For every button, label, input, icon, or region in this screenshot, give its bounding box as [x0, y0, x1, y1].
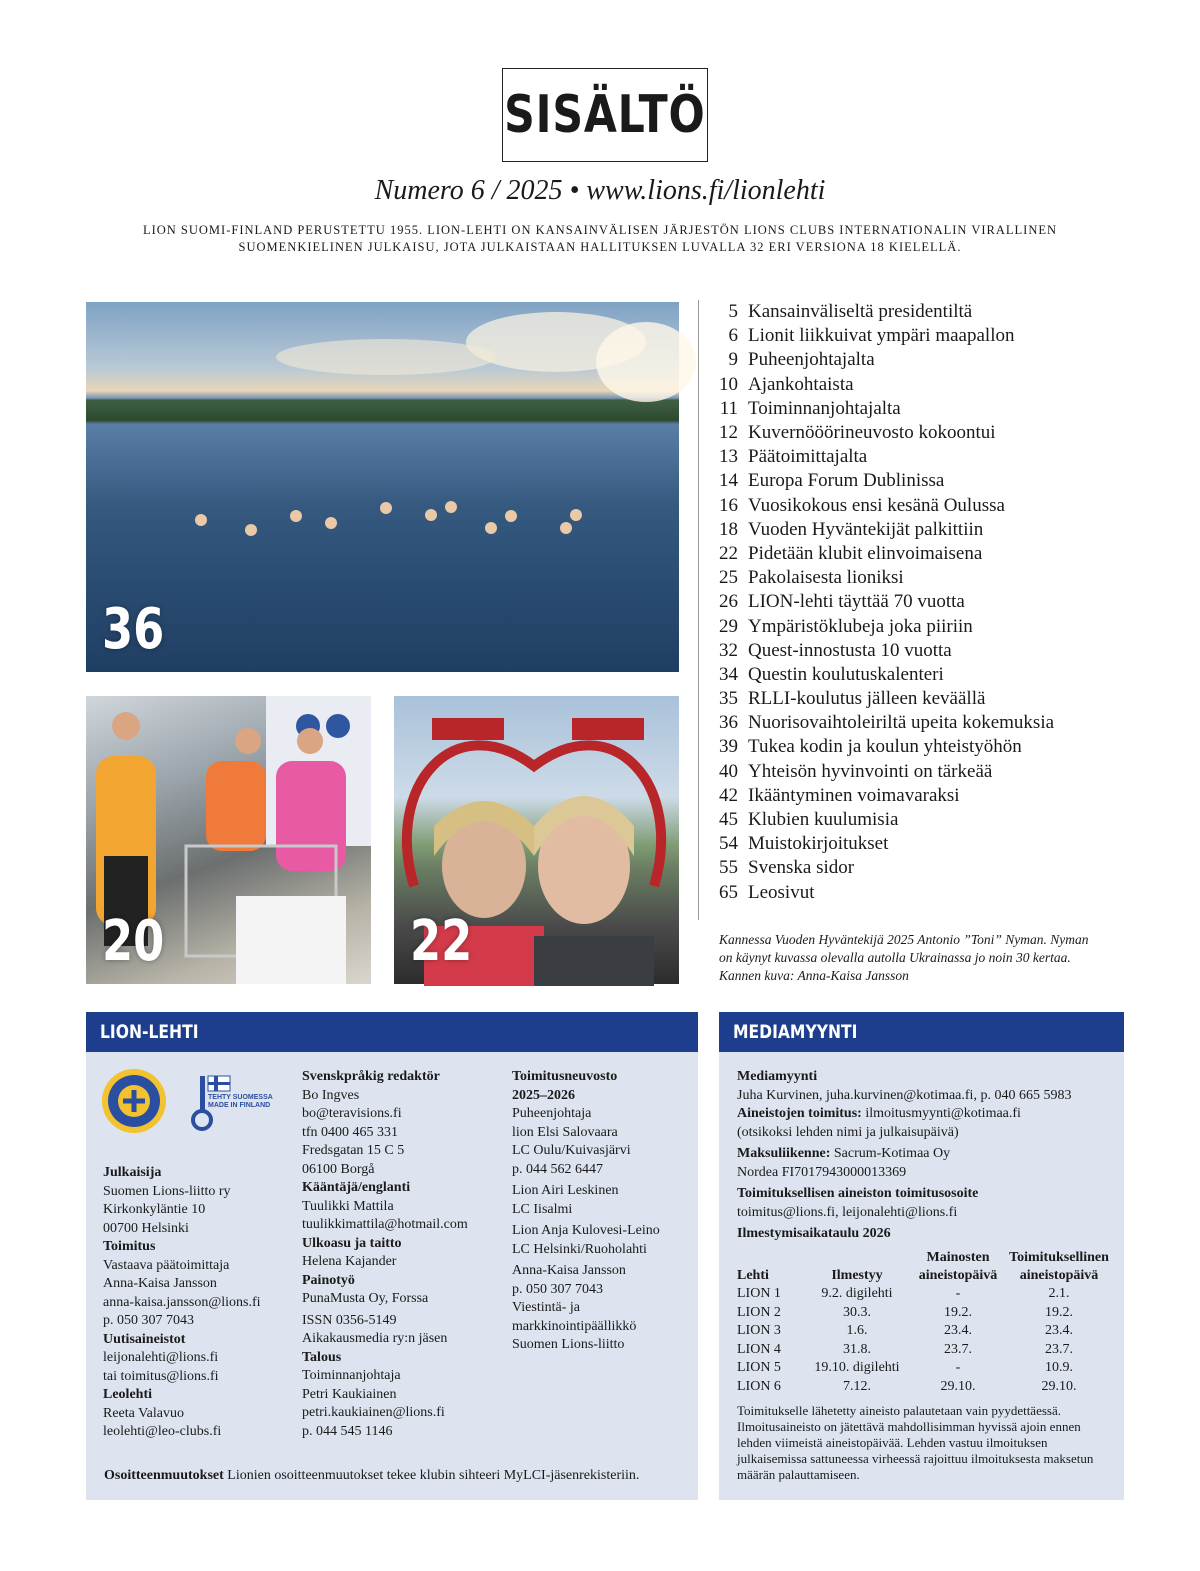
section-heading: Ulkoasu ja taitto	[302, 1235, 402, 1251]
toc-title: LION-lehti täyttää 70 vuotta	[748, 591, 965, 613]
toc-page: 34	[719, 663, 738, 685]
address-change-note	[104, 1468, 694, 1484]
toc-title: RLLI-koulutus jälleen keväällä	[748, 688, 986, 710]
toc-title: Ikääntyminen voimavaraksi	[748, 784, 960, 806]
toc-item[interactable]	[710, 711, 1150, 735]
section-heading: Mediamyynti	[737, 1069, 818, 1084]
table-row	[737, 1285, 1113, 1304]
text-line: Suomen Lions-liitto	[512, 1337, 625, 1352]
text-line: p. 050 307 7043	[512, 1281, 603, 1297]
email-link[interactable]: anna-kaisa.jansson@lions.fi	[103, 1294, 261, 1310]
intro-text: LION SUOMI-FINLAND PERUSTETTU 1955. LION-LEHTI ON KANSAINVÄLISEN JÄRJESTÖN LIONS CLUBS INTERNATIONALIN VIRALLINEN SUOMENKIELINEN JULKAISU, JOTA JULKAISTAAN HALLITUKSEN LUVALLA 32 ERI VERSIONA 18 KIELELLÄ.	[142, 223, 1058, 254]
table-cell: 23.7.	[944, 1341, 972, 1357]
toc-item[interactable]	[710, 445, 1150, 469]
toc-page: 42	[719, 784, 738, 806]
toc-page: 12	[719, 422, 738, 444]
column-header: Mainosten aineistopäivä	[918, 1250, 998, 1283]
text-line: Sacrum-Kotimaa Oy	[833, 1146, 951, 1161]
table-cell: LION 3	[737, 1323, 781, 1338]
email-link[interactable]: bo@teravisions.fi	[302, 1106, 402, 1121]
toc-page: 22	[719, 542, 738, 564]
toc-item[interactable]	[710, 856, 1150, 880]
toc-title: Toiminnanjohtajalta	[748, 397, 901, 419]
text-line: lion Elsi Salovaara	[512, 1124, 618, 1140]
section-heading: Svenskpråkig redaktör	[302, 1069, 440, 1084]
toc-page: 32	[719, 639, 738, 661]
text-line: Puheenjohtaja	[512, 1106, 592, 1121]
store-volunteers-photo[interactable]	[86, 696, 371, 984]
toc-item[interactable]	[710, 421, 1150, 445]
table-header-row	[737, 1249, 1113, 1285]
table-cell: LION 6	[737, 1378, 781, 1394]
schedule-note: Toimitukselle lähetetty aineisto palautetaan vain pyydettäessä. Ilmoitusaineisto on jätettävä mahdollisimman hyvissä ajoin ennen lehden viimeistä aineistopäivää. Lehden vastuu ilmoituksen julkaisemissa sattuneessa virheessä rajoittuu ilmoituksesta maksetun määrän palauttamiseen.	[737, 1403, 1094, 1482]
toc-item[interactable]	[710, 518, 1150, 542]
table-cell: 19.2.	[1045, 1304, 1073, 1320]
table-row	[737, 1341, 1113, 1360]
section-heading: Aineistojen toimitus:	[737, 1106, 862, 1121]
text-line: LC Iisalmi	[512, 1201, 573, 1217]
mediamyynti-header	[719, 1012, 1124, 1052]
toc-item[interactable]	[710, 373, 1150, 397]
section-heading: Leolehti	[103, 1387, 152, 1402]
toc-page: 5	[728, 301, 738, 323]
table-cell: 29.10.	[1041, 1378, 1077, 1394]
toc-item[interactable]	[710, 542, 1150, 566]
page-title-box	[502, 68, 708, 162]
text-line: LC Oulu/Kuivasjärvi	[512, 1143, 631, 1158]
toc-title: Lionit liikkuivat ympäri maapallon	[748, 325, 1015, 347]
table-row	[737, 1359, 1113, 1378]
table-cell: LION 1	[737, 1286, 781, 1301]
table-cell: 10.9.	[1045, 1360, 1073, 1375]
text-line: Reeta Valavuo	[103, 1405, 184, 1421]
text-line: Kirkonkyläntie 10	[103, 1202, 206, 1217]
toc-title: Leosivut	[748, 881, 815, 903]
column-header: Toimituksellinen aineistopäivä	[1009, 1250, 1109, 1283]
toc-item[interactable]	[710, 784, 1150, 808]
toc-item[interactable]	[710, 687, 1150, 711]
text-line: LC Helsinki/Ruoholahti	[512, 1241, 647, 1257]
toc-item[interactable]	[710, 760, 1150, 784]
toc-page: 16	[719, 494, 738, 516]
table-cell: 23.4.	[1045, 1323, 1073, 1338]
text-line: Bo Ingves	[302, 1087, 360, 1103]
toc-title: Nuorisovaihtoleiriltä upeita kokemuksia	[748, 712, 1055, 734]
section-heading: Ilmestymisaikataulu 2026	[737, 1226, 891, 1241]
table-cell: 19.2.	[944, 1304, 972, 1320]
lion-lehti-heading: LION-LEHTI	[100, 1021, 199, 1043]
toc-page: 39	[719, 736, 738, 758]
toc-item[interactable]	[710, 590, 1150, 614]
text-line: 00700 Helsinki	[103, 1220, 189, 1236]
toc-page: 35	[719, 688, 738, 710]
column-header: Lehti	[737, 1268, 769, 1283]
toc-page: 11	[719, 397, 738, 419]
section-heading: Julkaisija	[103, 1165, 162, 1180]
toc-title: Puheenjohtajalta	[748, 349, 875, 371]
toc-title: Ympäristöklubeja joka piiriin	[748, 615, 973, 637]
table-cell: LION 5	[737, 1360, 781, 1375]
footer-text: Lionien osoitteenmuutokset tekee klubin sihteeri MyLCI-jäsenrekisteriin.	[227, 1468, 640, 1483]
editorial-board-column	[512, 1068, 692, 1355]
section-heading: 2025–2026	[512, 1087, 575, 1103]
footer-label: Osoitteenmuutokset	[104, 1468, 224, 1483]
mediamyynti-heading: MEDIAMYYNTI	[733, 1021, 858, 1043]
text-line: Toiminnanjohtaja	[302, 1368, 401, 1383]
editors-column	[302, 1068, 507, 1441]
toc-page: 55	[719, 857, 738, 879]
toc-title: Kansainväliseltä presidentiltä	[748, 301, 973, 323]
toc-item[interactable]	[710, 348, 1150, 372]
section-heading: Painotyö	[302, 1272, 355, 1288]
toc-page: 45	[719, 809, 738, 831]
table-cell: 9.2. digilehti	[821, 1286, 893, 1301]
cover-caption: Kannessa Vuoden Hyväntekijä 2025 Antonio ”Toni” Nyman. Nyman on käynyt kuvassa olevalla autolla Ukrainassa jo noin 30 kertaa. Kannen kuva: Anna-Kaisa Jansson	[719, 932, 1089, 983]
text-line: Aikakausmedia ry:n jäsen	[302, 1331, 448, 1346]
made-in-finland-key-icon	[188, 1072, 273, 1132]
email-link[interactable]: petri.kaukiainen@lions.fi	[302, 1405, 445, 1420]
border-selfie-photo[interactable]	[394, 696, 679, 984]
toc-title: Quest-innostusta 10 vuotta	[748, 639, 952, 661]
toc-title: Pakolaisesta lioniksi	[748, 567, 904, 589]
text-line: tai toimitus@lions.fi	[103, 1368, 219, 1384]
toc-page: 18	[719, 518, 738, 540]
toc-page: 54	[719, 833, 738, 855]
publication-schedule-table	[737, 1249, 1113, 1396]
lake-swimmers-photo[interactable]	[86, 302, 679, 672]
text-line: Tuulikki Mattila	[302, 1198, 394, 1214]
toc-title: Yhteisön hyvinvointi on tärkeää	[748, 760, 993, 782]
toc-item[interactable]	[710, 566, 1150, 590]
toc-item[interactable]	[710, 639, 1150, 663]
publisher-column	[103, 1164, 293, 1442]
toc-item[interactable]	[710, 663, 1150, 687]
section-heading: Toimitus	[103, 1239, 156, 1254]
email-link[interactable]: toimitus@lions.fi, leijonalehti@lions.fi	[737, 1204, 958, 1220]
lion-lehti-header	[86, 1012, 698, 1052]
toc-title: Questin koulutuskalenteri	[748, 663, 944, 685]
text-line: Anna-Kaisa Jansson	[103, 1276, 217, 1291]
table-cell: 30.3.	[843, 1304, 871, 1320]
lake-scene	[86, 302, 679, 672]
toc-item[interactable]	[710, 881, 1150, 905]
toc-page: 9	[728, 349, 738, 371]
table-cell: 19.10. digilehti	[814, 1360, 900, 1375]
text-line: PunaMusta Oy, Forssa	[302, 1291, 429, 1306]
table-row	[737, 1322, 1113, 1341]
email-link[interactable]: tuulikkimattila@hotmail.com	[302, 1217, 468, 1232]
toc-title: Tukea kodin ja koulun yhteistyöhön	[748, 736, 1022, 758]
toc-page: 40	[719, 760, 738, 782]
text-line: Anna-Kaisa Jansson	[512, 1263, 626, 1278]
text-line: p. 044 545 1146	[302, 1423, 393, 1439]
toc-item[interactable]	[710, 614, 1150, 638]
text-line: Vastaava päätoimittaja	[103, 1257, 230, 1273]
text-line: 06100 Borgå	[302, 1161, 375, 1177]
text-line: Lion Anja Kulovesi-Leino	[512, 1223, 660, 1238]
text-line: Helena Kajander	[302, 1254, 397, 1269]
text-line: (otsikoksi lehden nimi ja julkaisupäivä)	[737, 1124, 959, 1140]
text-line: ISSN 0356-5149	[302, 1312, 397, 1328]
photo-page-number: 20	[102, 909, 165, 974]
toc-item[interactable]	[710, 494, 1150, 518]
section-heading: Toimituksellisen aineiston toimitusosoite	[737, 1186, 979, 1201]
toc-item[interactable]	[710, 469, 1150, 493]
email-link[interactable]: leijonalehti@lions.fi	[103, 1350, 219, 1365]
toc-item[interactable]	[710, 735, 1150, 759]
column-header: Ilmestyy	[831, 1268, 883, 1283]
section-heading: Uutisaineistot	[103, 1331, 186, 1347]
page-title: SISÄLTÖ	[504, 85, 706, 145]
table-row	[737, 1304, 1113, 1323]
text-line: Viestintä- ja	[512, 1300, 580, 1315]
fi-badge-line-1: TEHTY SUOMESSA	[208, 1094, 273, 1101]
toc-title: Klubien kuulumisia	[748, 809, 899, 831]
toc-title: Muistokirjoitukset	[748, 833, 889, 855]
lions-club-logo-icon	[101, 1068, 167, 1134]
text-line: Petri Kaukiainen	[302, 1386, 397, 1402]
text-line: Nordea FI7017943000013369	[737, 1164, 907, 1180]
toc-title: Vuosikokous ensi kesänä Oulussa	[748, 494, 1005, 516]
toc-page: 6	[728, 325, 738, 347]
table-of-contents	[710, 300, 1150, 905]
section-heading: Toimitusneuvosto	[512, 1069, 618, 1084]
toc-item[interactable]	[710, 397, 1150, 421]
table-cell: -	[955, 1286, 961, 1301]
toc-title: Kuvernööörineuvosto kokoontui	[748, 422, 996, 444]
section-heading: Talous	[302, 1349, 342, 1365]
table-cell: LION 4	[737, 1341, 781, 1357]
email-link[interactable]: ilmoitusmyynti@kotimaa.fi	[865, 1106, 1021, 1121]
table-cell: 1.6.	[846, 1323, 868, 1338]
toc-divider	[698, 300, 699, 920]
toc-item[interactable]	[710, 300, 1150, 324]
fi-badge-line-2: MADE IN FINLAND	[208, 1102, 271, 1109]
toc-page: 25	[719, 567, 738, 589]
toc-page: 13	[719, 446, 738, 468]
text-line: markkinointipäällikkö	[512, 1318, 637, 1334]
table-cell: 7.12.	[843, 1378, 871, 1394]
section-heading: Maksuliikenne:	[737, 1146, 831, 1161]
toc-page: 14	[719, 470, 738, 492]
table-cell: -	[955, 1360, 961, 1375]
text-line: Suomen Lions-liitto ry	[103, 1183, 231, 1199]
table-cell: LION 2	[737, 1304, 781, 1320]
toc-title: Europa Forum Dublinissa	[748, 470, 945, 492]
media-sales-info	[737, 1068, 1117, 1244]
text-line: tfn 0400 465 331	[302, 1124, 399, 1140]
toc-title: Päätoimittajalta	[748, 446, 868, 468]
toc-item[interactable]	[710, 832, 1150, 856]
photo-page-number: 22	[410, 909, 473, 974]
toc-item[interactable]	[710, 808, 1150, 832]
toc-title: Vuoden Hyväntekijät palkittiin	[748, 518, 984, 540]
toc-title: Pidetään klubit elinvoimaisena	[748, 542, 983, 564]
email-link[interactable]: leolehti@leo-clubs.fi	[103, 1424, 222, 1439]
table-cell: 23.7.	[1045, 1341, 1073, 1357]
section-heading: Kääntäjä/englanti	[302, 1180, 411, 1195]
toc-item[interactable]	[710, 324, 1150, 348]
table-cell: 29.10.	[940, 1378, 976, 1394]
table-cell: 31.8.	[843, 1341, 871, 1357]
toc-page: 10	[719, 373, 738, 395]
toc-page: 36	[719, 712, 738, 734]
text-line: Lion Airi Leskinen	[512, 1183, 619, 1198]
toc-title: Ajankohtaista	[748, 373, 854, 395]
table-row	[737, 1378, 1113, 1397]
text-line: p. 044 562 6447	[512, 1161, 603, 1177]
photo-page-number: 36	[102, 597, 165, 662]
toc-page: 26	[719, 591, 738, 613]
text-line: p. 050 307 7043	[103, 1313, 194, 1328]
issue-line: Numero 6 / 2025 • www.lions.fi/lionlehti	[374, 175, 826, 206]
toc-title: Svenska sidor	[748, 857, 855, 879]
toc-page: 29	[719, 615, 738, 637]
toc-page: 65	[719, 881, 738, 903]
table-cell: 23.4.	[944, 1323, 972, 1338]
text-line: Fredsgatan 15 C 5	[302, 1143, 405, 1158]
table-cell: 2.1.	[1048, 1286, 1070, 1301]
text-line: Juha Kurvinen, juha.kurvinen@kotimaa.fi, p. 040 665 5983	[737, 1087, 1072, 1103]
